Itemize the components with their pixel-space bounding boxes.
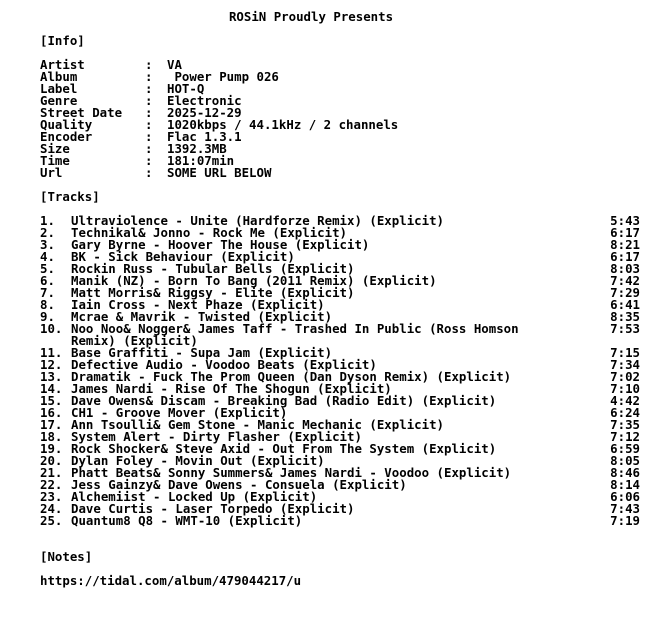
track-title: Base Graffiti - Supa Jam (Explicit)	[71, 345, 333, 360]
info-separator: :	[145, 93, 153, 108]
track-duration: 6:59	[610, 441, 640, 456]
info-key: Album	[40, 69, 78, 84]
track-title: Dramatik - Fuck The Prom Queen (Dan Dyson Remix) (Explicit)	[71, 369, 512, 384]
track-duration: 8:05	[610, 453, 640, 468]
info-key: Artist	[40, 57, 85, 72]
info-key: Street Date	[40, 105, 123, 120]
track-number: 2.	[40, 225, 55, 240]
info-value: 1392.3MB	[167, 141, 227, 156]
notes-heading: [Notes]	[40, 549, 93, 564]
info-separator: :	[145, 57, 153, 72]
track-number: 25.	[40, 513, 63, 528]
track-number: 22.	[40, 477, 63, 492]
track-number: 15.	[40, 393, 63, 408]
track-title: Mcrae & Mavrik - Twisted (Explicit)	[71, 309, 333, 324]
info-key: Quality	[40, 117, 93, 132]
info-value: Flac 1.3.1	[167, 129, 242, 144]
info-value: 2025-12-29	[167, 105, 242, 120]
track-title: Defective Audio - Voodoo Beats (Explicit)	[71, 357, 377, 372]
info-separator: :	[145, 129, 153, 144]
track-number: 19.	[40, 441, 63, 456]
track-row	[40, 323, 640, 347]
track-duration: 7:19	[610, 513, 640, 528]
track-duration: 7:02	[610, 369, 640, 384]
track-duration: 6:17	[610, 249, 640, 264]
track-title: Manik (NZ) - Born To Bang (2011 Remix) (Explicit)	[71, 273, 437, 288]
track-title: Technikal& Jonno - Rock Me (Explicit)	[71, 225, 348, 240]
track-duration: 7:34	[610, 357, 640, 372]
track-number: 16.	[40, 405, 63, 420]
notes-url-link[interactable]: https://tidal.com/album/479044217/u	[40, 573, 302, 588]
track-title: Phatt Beats& Sonny Summers& James Nardi - Voodoo (Explicit)	[71, 465, 512, 480]
track-number: 7.	[40, 285, 55, 300]
track-title: CH1 - Groove Mover (Explicit)	[71, 405, 288, 420]
track-title: Iain Cross - Next Phaze (Explicit)	[71, 297, 325, 312]
track-duration: 8:03	[610, 261, 640, 276]
track-title: Quantum8 Q8 - WMT-10 (Explicit)	[71, 513, 303, 528]
release-title: ROSiN Proudly Presents	[228, 9, 394, 24]
info-value: Electronic	[167, 93, 242, 108]
track-duration: 6:17	[610, 225, 640, 240]
info-key: Genre	[40, 93, 78, 108]
track-duration: 7:35	[610, 417, 640, 432]
track-number: 12.	[40, 357, 63, 372]
track-number: 5.	[40, 261, 55, 276]
info-key: Label	[40, 81, 78, 96]
track-duration: 5:43	[610, 213, 640, 228]
track-number: 23.	[40, 489, 63, 504]
info-separator: :	[145, 81, 153, 96]
track-duration: 7:29	[610, 285, 640, 300]
track-title: Matt Morris& Riggsy - Elite (Explicit)	[71, 285, 355, 300]
track-number: 21.	[40, 465, 63, 480]
track-number: 10.	[40, 321, 63, 336]
track-number: 3.	[40, 237, 55, 252]
track-duration: 7:53	[610, 321, 640, 336]
track-title: Ultraviolence - Unite (Hardforze Remix) (Explicit)	[71, 213, 444, 228]
info-value: VA	[167, 57, 182, 72]
track-title: Dave Curtis - Laser Torpedo (Explicit)	[71, 501, 355, 516]
track-duration: 8:35	[610, 309, 640, 324]
track-number: 20.	[40, 453, 63, 468]
info-key: Size	[40, 141, 70, 156]
info-value: Power Pump 026	[167, 69, 279, 84]
track-title: James Nardi - Rise Of The Shogun (Explicit)	[71, 381, 392, 396]
info-heading: [Info]	[40, 33, 85, 48]
track-duration: 7:42	[610, 273, 640, 288]
track-duration: 4:42	[610, 393, 640, 408]
track-title: Gary Byrne - Hoover The House (Explicit)	[71, 237, 370, 252]
track-number: 24.	[40, 501, 63, 516]
track-duration: 6:24	[610, 405, 640, 420]
track-row	[40, 515, 640, 527]
tracks-heading: [Tracks]	[40, 189, 100, 204]
track-title: Alchemiist - Locked Up (Explicit)	[71, 489, 318, 504]
info-value: HOT-Q	[167, 81, 205, 96]
info-key: Url	[40, 165, 63, 180]
track-duration: 8:46	[610, 465, 640, 480]
info-separator: :	[145, 69, 153, 84]
info-separator: :	[145, 117, 153, 132]
track-number: 9.	[40, 309, 55, 324]
info-key: Encoder	[40, 129, 93, 144]
track-number: 1.	[40, 213, 55, 228]
track-title: Dave Owens& Discam - Breaking Bad (Radio Edit) (Explicit)	[71, 393, 497, 408]
track-title: Rock Shocker& Steve Axid - Out From The System (Explicit)	[71, 441, 497, 456]
track-title: Dylan Foley - Movin Out (Explicit)	[71, 453, 325, 468]
track-number: 13.	[40, 369, 63, 384]
track-number: 8.	[40, 297, 55, 312]
info-separator: :	[145, 165, 153, 180]
info-value: 181:07min	[167, 153, 235, 168]
info-separator: :	[145, 141, 153, 156]
track-duration: 6:06	[610, 489, 640, 504]
info-separator: :	[145, 153, 153, 168]
track-duration: 6:41	[610, 297, 640, 312]
track-number: 18.	[40, 429, 63, 444]
track-number: 11.	[40, 345, 63, 360]
info-key: Time	[40, 153, 70, 168]
track-title: Noo Noo& Nogger& James Taff - Trashed In Public (Ross Homson Remix) (Explicit)	[71, 321, 519, 348]
info-value: SOME URL BELOW	[167, 165, 272, 180]
track-title: Ann Tsoulli& Gem Stone - Manic Mechanic (Explicit)	[71, 417, 444, 432]
track-duration: 8:21	[610, 237, 640, 252]
track-title: Rockin Russ - Tubular Bells (Explicit)	[71, 261, 355, 276]
track-title: Jess Gainzy& Dave Owens - Consuela (Explicit)	[71, 477, 407, 492]
track-title: System Alert - Dirty Flasher (Explicit)	[71, 429, 362, 444]
track-number: 17.	[40, 417, 63, 432]
track-duration: 7:43	[610, 501, 640, 516]
track-duration: 7:10	[610, 381, 640, 396]
track-number: 14.	[40, 381, 63, 396]
info-value: 1020kbps / 44.1kHz / 2 channels	[167, 117, 399, 132]
track-duration: 8:14	[610, 477, 640, 492]
track-duration: 7:12	[610, 429, 640, 444]
track-number: 4.	[40, 249, 55, 264]
info-separator: :	[145, 105, 153, 120]
track-duration: 7:15	[610, 345, 640, 360]
track-title: BK - Sick Behaviour (Explicit)	[71, 249, 295, 264]
track-number: 6.	[40, 273, 55, 288]
